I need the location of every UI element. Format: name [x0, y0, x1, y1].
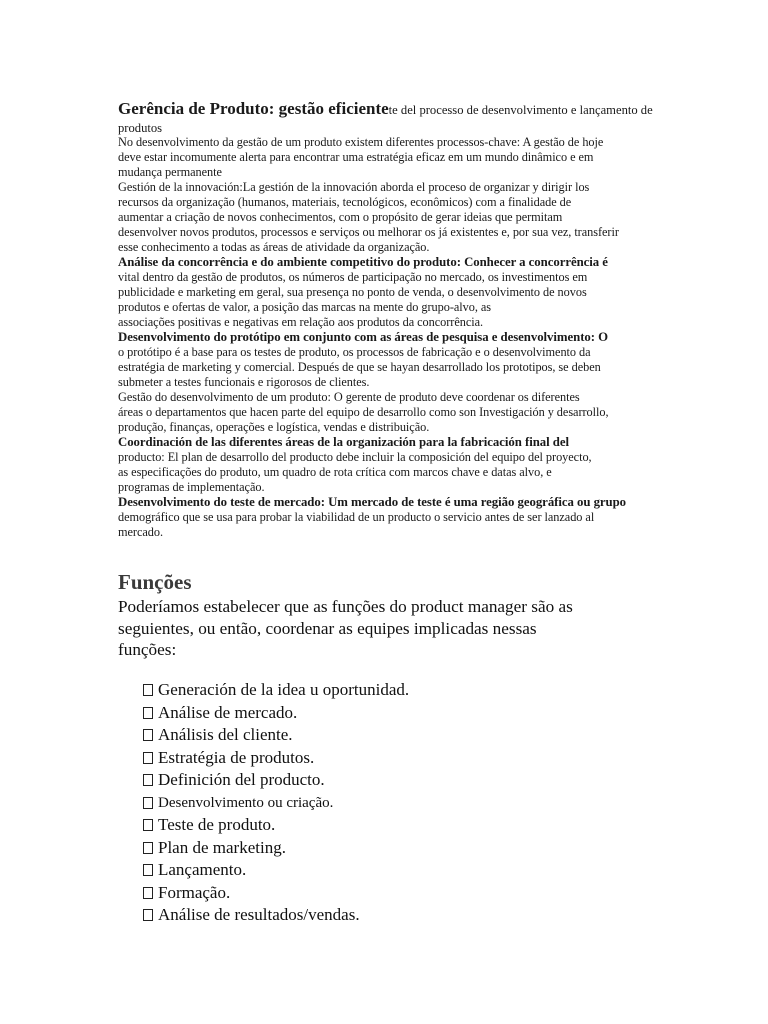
intro-line: Poderíamos estabelecer que as funções do product manager são as	[118, 597, 573, 616]
paragraph-line: associações positivas e negativas em relação aos produtos da concorrência.	[118, 315, 484, 329]
list-item	[143, 702, 409, 725]
intro-line: seguientes, ou então, coordenar as equipes implicadas nessas	[118, 618, 537, 638]
paragraph-line: publicidade e marketing em geral, sua presença no ponto de venda, o desenvolvimento de novos	[118, 285, 587, 299]
list-item	[143, 837, 409, 860]
paragraph-line: produtos e ofertas de valor, a posição das marcas na mente do grupo-alvo, as	[118, 300, 492, 314]
intro-line: funções:	[118, 640, 177, 659]
bullet-box-icon	[143, 729, 153, 741]
bullet-box-icon	[143, 752, 153, 764]
paragraph-line: Gestión de la innovación:La gestión de la innovación aborda el proceso de organizar y dirigir los	[118, 180, 590, 194]
bold-paragraph-line: Desenvolvimento do teste de mercado: Um mercado de teste é uma região geográfica ou grupo	[118, 495, 627, 509]
paragraph-line: mercado.	[118, 525, 164, 539]
list-item	[143, 882, 409, 905]
paragraph-line: esse conhecimento a todas as áreas de atividade da organização.	[118, 240, 430, 254]
bullet-box-icon	[143, 684, 153, 696]
list-item	[143, 792, 409, 815]
list-item	[143, 904, 409, 927]
list-item	[143, 814, 409, 837]
list-item-text: Desenvolvimento ou criação.	[158, 794, 334, 811]
paragraph-line: submeter a testes funcionais e rigorosos de clientes.	[118, 375, 370, 389]
list-item-text: Análise de mercado.	[158, 702, 298, 722]
list-item	[143, 724, 409, 747]
list-item	[143, 769, 409, 792]
paragraph-line: producto: El plan de desarrollo del producto debe incluir la composición del equipo del proyecto,	[118, 450, 592, 464]
list-item-text: Estratégia de produtos.	[158, 747, 315, 767]
bullet-box-icon	[143, 864, 153, 876]
document-title	[118, 98, 728, 121]
paragraph-line: recursos da organização (humanos, materiais, tecnológicos, econômicos) com a finalidade de	[118, 195, 572, 209]
bullet-box-icon	[143, 909, 153, 921]
funcoes-list	[143, 679, 409, 927]
section-heading-funcoes: Funções	[118, 570, 192, 594]
list-item	[143, 747, 409, 770]
paragraph-line: o protótipo é a base para os testes de produto, os processos de fabricação e o desenvolvimento da	[118, 345, 591, 359]
list-item	[143, 859, 409, 882]
list-item-text: Teste de produto.	[158, 815, 276, 834]
paragraph-line: vital dentro da gestão de produtos, os números de participação no mercado, os investimentos em	[118, 270, 588, 284]
bullet-box-icon	[143, 819, 153, 831]
bold-paragraph-line: Coordinación de las diferentes áreas de la organización para la fabricación final del	[118, 435, 569, 449]
paragraph-line: Gestão do desenvolvimento de um produto: O gerente de produto deve coordenar os diferentes	[118, 390, 580, 404]
paragraph-line: mudança permanente	[118, 165, 222, 179]
paragraph-line: as especificações do produto, um quadro de rota crítica com marcos chave e datas alvo, e	[118, 465, 552, 479]
title-bold-text: Gerência de Produto: gestão eficiente	[118, 99, 389, 118]
paragraph-line: desenvolver novos produtos, processos e serviços ou melhorar os já existentes e, por sua vez, transferir	[118, 225, 619, 239]
title-rest-text: te del processo de desenvolvimento e lançamento de	[388, 103, 653, 117]
list-item-text: Análise de resultados/vendas.	[158, 905, 360, 924]
paragraph-line: aumentar a criação de novos conhecimentos, com o propósito de gerar ideias que permitam	[118, 210, 563, 224]
bullet-box-icon	[143, 707, 153, 719]
document-body	[118, 96, 728, 540]
bullet-box-icon	[143, 842, 153, 854]
paragraph-line: áreas o departamentos que hacen parte del equipo de desarrollo como son Investigación y desarrollo,	[118, 405, 609, 419]
paragraph-line: produção, finanças, operações e logística, vendas e distribuição.	[118, 420, 430, 434]
bold-paragraph-line: Análise da concorrência e do ambiente competitivo do produto: Conhecer a concorrência é	[118, 255, 608, 269]
list-item-text: Análisis del cliente.	[158, 725, 293, 744]
funcoes-intro	[118, 596, 678, 661]
bullet-box-icon	[143, 887, 153, 899]
paragraph-line: No desenvolvimento da gestão de um produto existem diferentes processos-chave: A gestão de hoje	[118, 135, 604, 149]
list-item-text: Generación de la idea u oportunidad.	[158, 680, 410, 699]
bold-paragraph-line: Desenvolvimento do protótipo em conjunto com as áreas de pesquisa e desenvolvimento: O	[118, 330, 609, 344]
title-continuation: produtos	[118, 121, 163, 135]
list-item-text: Lançamento.	[158, 860, 247, 879]
list-item-text: Plan de marketing.	[158, 837, 286, 857]
paragraph-line: estratégia de marketing y comercial. Después de que se hayan desarrollado los prototipos, se deben	[118, 360, 601, 374]
body-paragraphs	[118, 135, 728, 540]
paragraph-line: deve estar incomumente alerta para encontrar uma estratégia eficaz em um mundo dinâmico e em	[118, 150, 594, 164]
paragraph-line: programas de implementação.	[118, 480, 265, 494]
list-item-text: Formação.	[158, 882, 231, 902]
list-item-text: Definición del producto.	[158, 770, 325, 789]
bullet-box-icon	[143, 774, 153, 786]
bullet-box-icon	[143, 797, 153, 809]
paragraph-line: demográfico que se usa para probar la viabilidad de un producto o servicio antes de ser lanzado al	[118, 510, 595, 524]
list-item	[143, 679, 409, 702]
